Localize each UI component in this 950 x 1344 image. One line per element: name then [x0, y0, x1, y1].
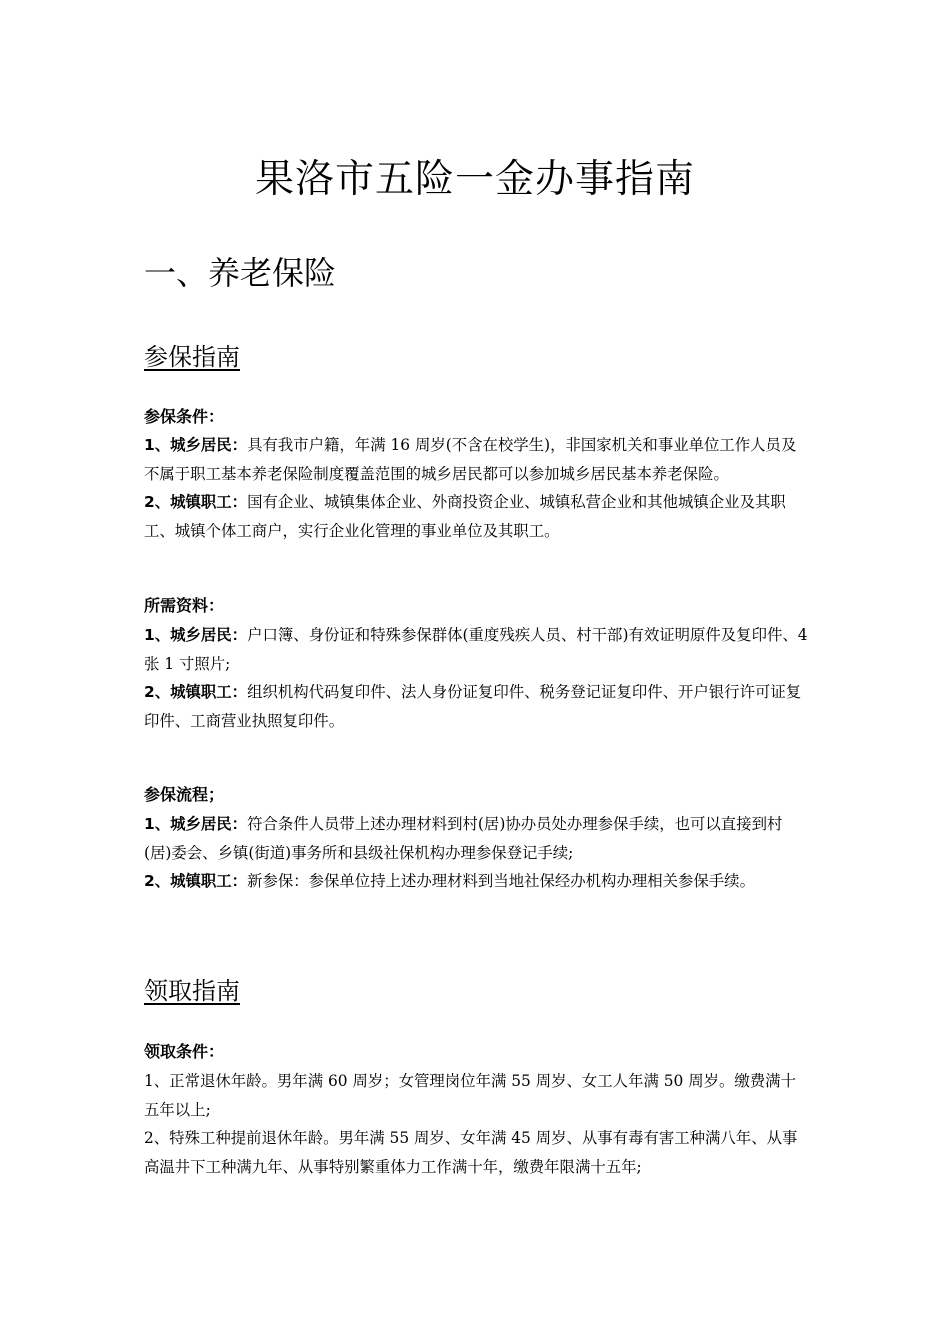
paragraph-materials-urban [144, 678, 808, 735]
subheading-claim-guide: 领取指南 [144, 977, 240, 1005]
text-rural: 具有我市户籍，年满 16 周岁(不含在校学生)，非国家机关和事业单位工作人员及不属于职工基本养老保险制度覆盖范围的城乡居民都可以参加城乡居民基本养老保险。 [144, 436, 797, 483]
lead-rural: 1、城乡居民： [144, 815, 248, 833]
label-required-materials: 所需资料： [144, 596, 225, 615]
subheading-enroll-guide: 参保指南 [144, 343, 240, 371]
lead-rural: 1、城乡居民： [144, 626, 248, 644]
paragraph-claim-early-retirement: 2、特殊工种提前退休年龄。男年满 55 周岁、女年满 45 周岁、从事有毒有害工种满八年、从事高温井下工种满九年、从事特别繁重体力工作满十年，缴费年限满十五年; [144, 1129, 798, 1176]
lead-urban: 2、城镇职工： [144, 683, 248, 701]
label-enroll-conditions: 参保条件： [144, 407, 225, 426]
paragraph-materials-rural [144, 621, 808, 678]
paragraph-process-urban [144, 867, 808, 896]
lead-rural: 1、城乡居民： [144, 436, 248, 454]
text-urban: 国有企业、城镇集体企业、外商投资企业、城镇私营企业和其他城镇企业及其职工、城镇个体工商户，实行企业化管理的事业单位及其职工。 [144, 493, 786, 540]
text-urban: 组织机构代码复印件、法人身份证复印件、税务登记证复印件、开户银行许可证复印件、工商营业执照复印件。 [144, 683, 802, 730]
paragraph-claim-normal-retirement: 1、正常退休年龄。男年满 60 周岁；女管理岗位年满 55 周岁、女工人年满 50 周岁。缴费满十五年以上; [144, 1072, 796, 1119]
paragraph-process-rural [144, 810, 808, 867]
paragraph-enroll-condition-rural [144, 431, 808, 488]
text-urban: 新参保：参保单位持上述办理材料到当地社保经办机构办理相关参保手续。 [247, 872, 755, 890]
document-title: 果洛市五险一金办事指南 [254, 157, 695, 202]
lead-urban: 2、城镇职工： [144, 872, 248, 890]
paragraph-enroll-condition-urban [144, 488, 808, 545]
text-rural: 户口簿、身份证和特殊参保群体(重度残疾人员、村干部)有效证明原件及复印件、4 张 1 寸照片; [144, 626, 808, 673]
label-enroll-process: 参保流程； [144, 785, 225, 804]
lead-urban: 2、城镇职工： [144, 493, 248, 511]
text-rural: 符合条件人员带上述办理材料到村(居)协办员处办理参保手续，也可以直接到村(居)委会、乡镇(街道)事务所和县级社保机构办理参保登记手续; [144, 815, 783, 862]
label-claim-conditions: 领取条件： [144, 1042, 225, 1061]
section-title-pension: 一、养老保险 [144, 254, 337, 292]
